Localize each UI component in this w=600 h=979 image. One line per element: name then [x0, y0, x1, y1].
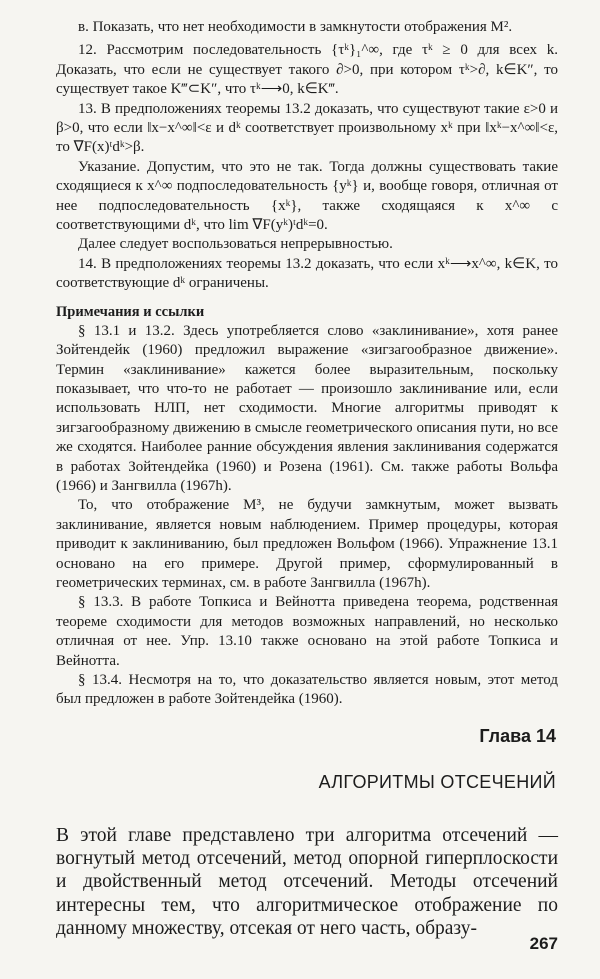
problem-14: 14. В предположениях теоремы 13.2 доказать, что если xᵏ⟶x^∞, k∈K, то соответствующие dᵏ ограничены. — [56, 255, 558, 292]
page-body — [56, 18, 558, 710]
chapter-label: Глава 14 — [479, 726, 556, 746]
note-13-1-cont: То, что отображение M³, не будучи замкнутым, может вызвать заклинивание, является новым наблюдением. Пример процедуры, которая приводит к заклиниванию, был предложен Вольфом (1966). Упражнение 13.1 основано на его примере. Другой пример, сформулированный в геометрических терминах, см. в работе Зангвилла (1967h). — [56, 497, 558, 591]
hint-continuation: Далее следует воспользоваться непрерывностью. — [78, 236, 393, 253]
problem-11-tail: в. Показать, что нет необходимости в замкнутости отображения M². — [78, 19, 513, 35]
intro-paragraph: В этой главе представлено три алгоритма отсечений — вогнутый метод отсечений, метод опорной гиперплоскости и двойственный метод отсечений. Методы отсечений интересны тем, что алгоритмическое отображение по данному множеству, отсекая от него часть, образу- — [56, 825, 558, 939]
note-13-3: § 13.3. В работе Топкиса и Вейнотта приведена теорема, родственная теореме сходимости для методов возможных направлений, но несколько отличная от нее. Упр. 13.10 также основано на этой работе Топкиса и Вейнотта. — [56, 594, 558, 669]
problem-12: 12. Рассмотрим последовательность {τᵏ}₁^∞, где τᵏ ≥ 0 для всех k. Доказать, что если не существует такого ∂>0, при котором τᵏ>∂, k∈K″, то существует такое K‴⊂K″, что τᵏ⟶0, k∈K‴. — [56, 42, 558, 98]
hint: Указание. Допустим, что это не так. Тогда должны существовать такие сходящиеся к x^∞ подпоследовательность {yᵏ} и, вообще говоря, отличная от нее подпоследовательность {xᵏ}, также сходящаяся к x^∞ с соответствующими dᵏ, что lim ∇F(yᵏ)ᵗdᵏ=0. — [56, 158, 558, 234]
problem-13: 13. В предположениях теоремы 13.2 доказать, что существуют такие ε>0 и β>0, что если ‖x−x^∞‖<ε и dᵏ соответствует произвольному xᵏ при ‖xᵏ−x^∞‖<ε, то ∇F(x)ᵗdᵏ>β. — [56, 100, 558, 156]
chapter-title: АЛГОРИТМЫ ОТСЕЧЕНИЙ — [318, 772, 556, 792]
notes-heading: Примечания и ссылки — [56, 303, 205, 320]
note-13-4: § 13.4. Несмотря на то, что доказательство является новым, этот метод был предложен в работе Зойтендейка (1960). — [56, 672, 558, 708]
chapter-intro — [56, 824, 558, 940]
page-number: 267 — [529, 934, 558, 953]
note-13-1: § 13.1 и 13.2. Здесь употребляется слово «заклинивание», хотя ранее Зойтендейк (1960) предложил выражение «зигзагообразное движение». Термин «заклинивание» кажется более выразительным, поскольку показывает, что что-то не работает — произошло заклинивание или, если использовать НЛП, нет сходимости. Многие алгоритмы приводят к зигзагообразному движению в смысле геометрического описания пути, но все же сходятся. Наиболее ранние обсуждения явления заклинивания содержатся в работах Зойтендейка (1960) и Розена (1961). См. также работы Вольфа (1966) и Зангвилла (1967h). — [56, 322, 558, 494]
